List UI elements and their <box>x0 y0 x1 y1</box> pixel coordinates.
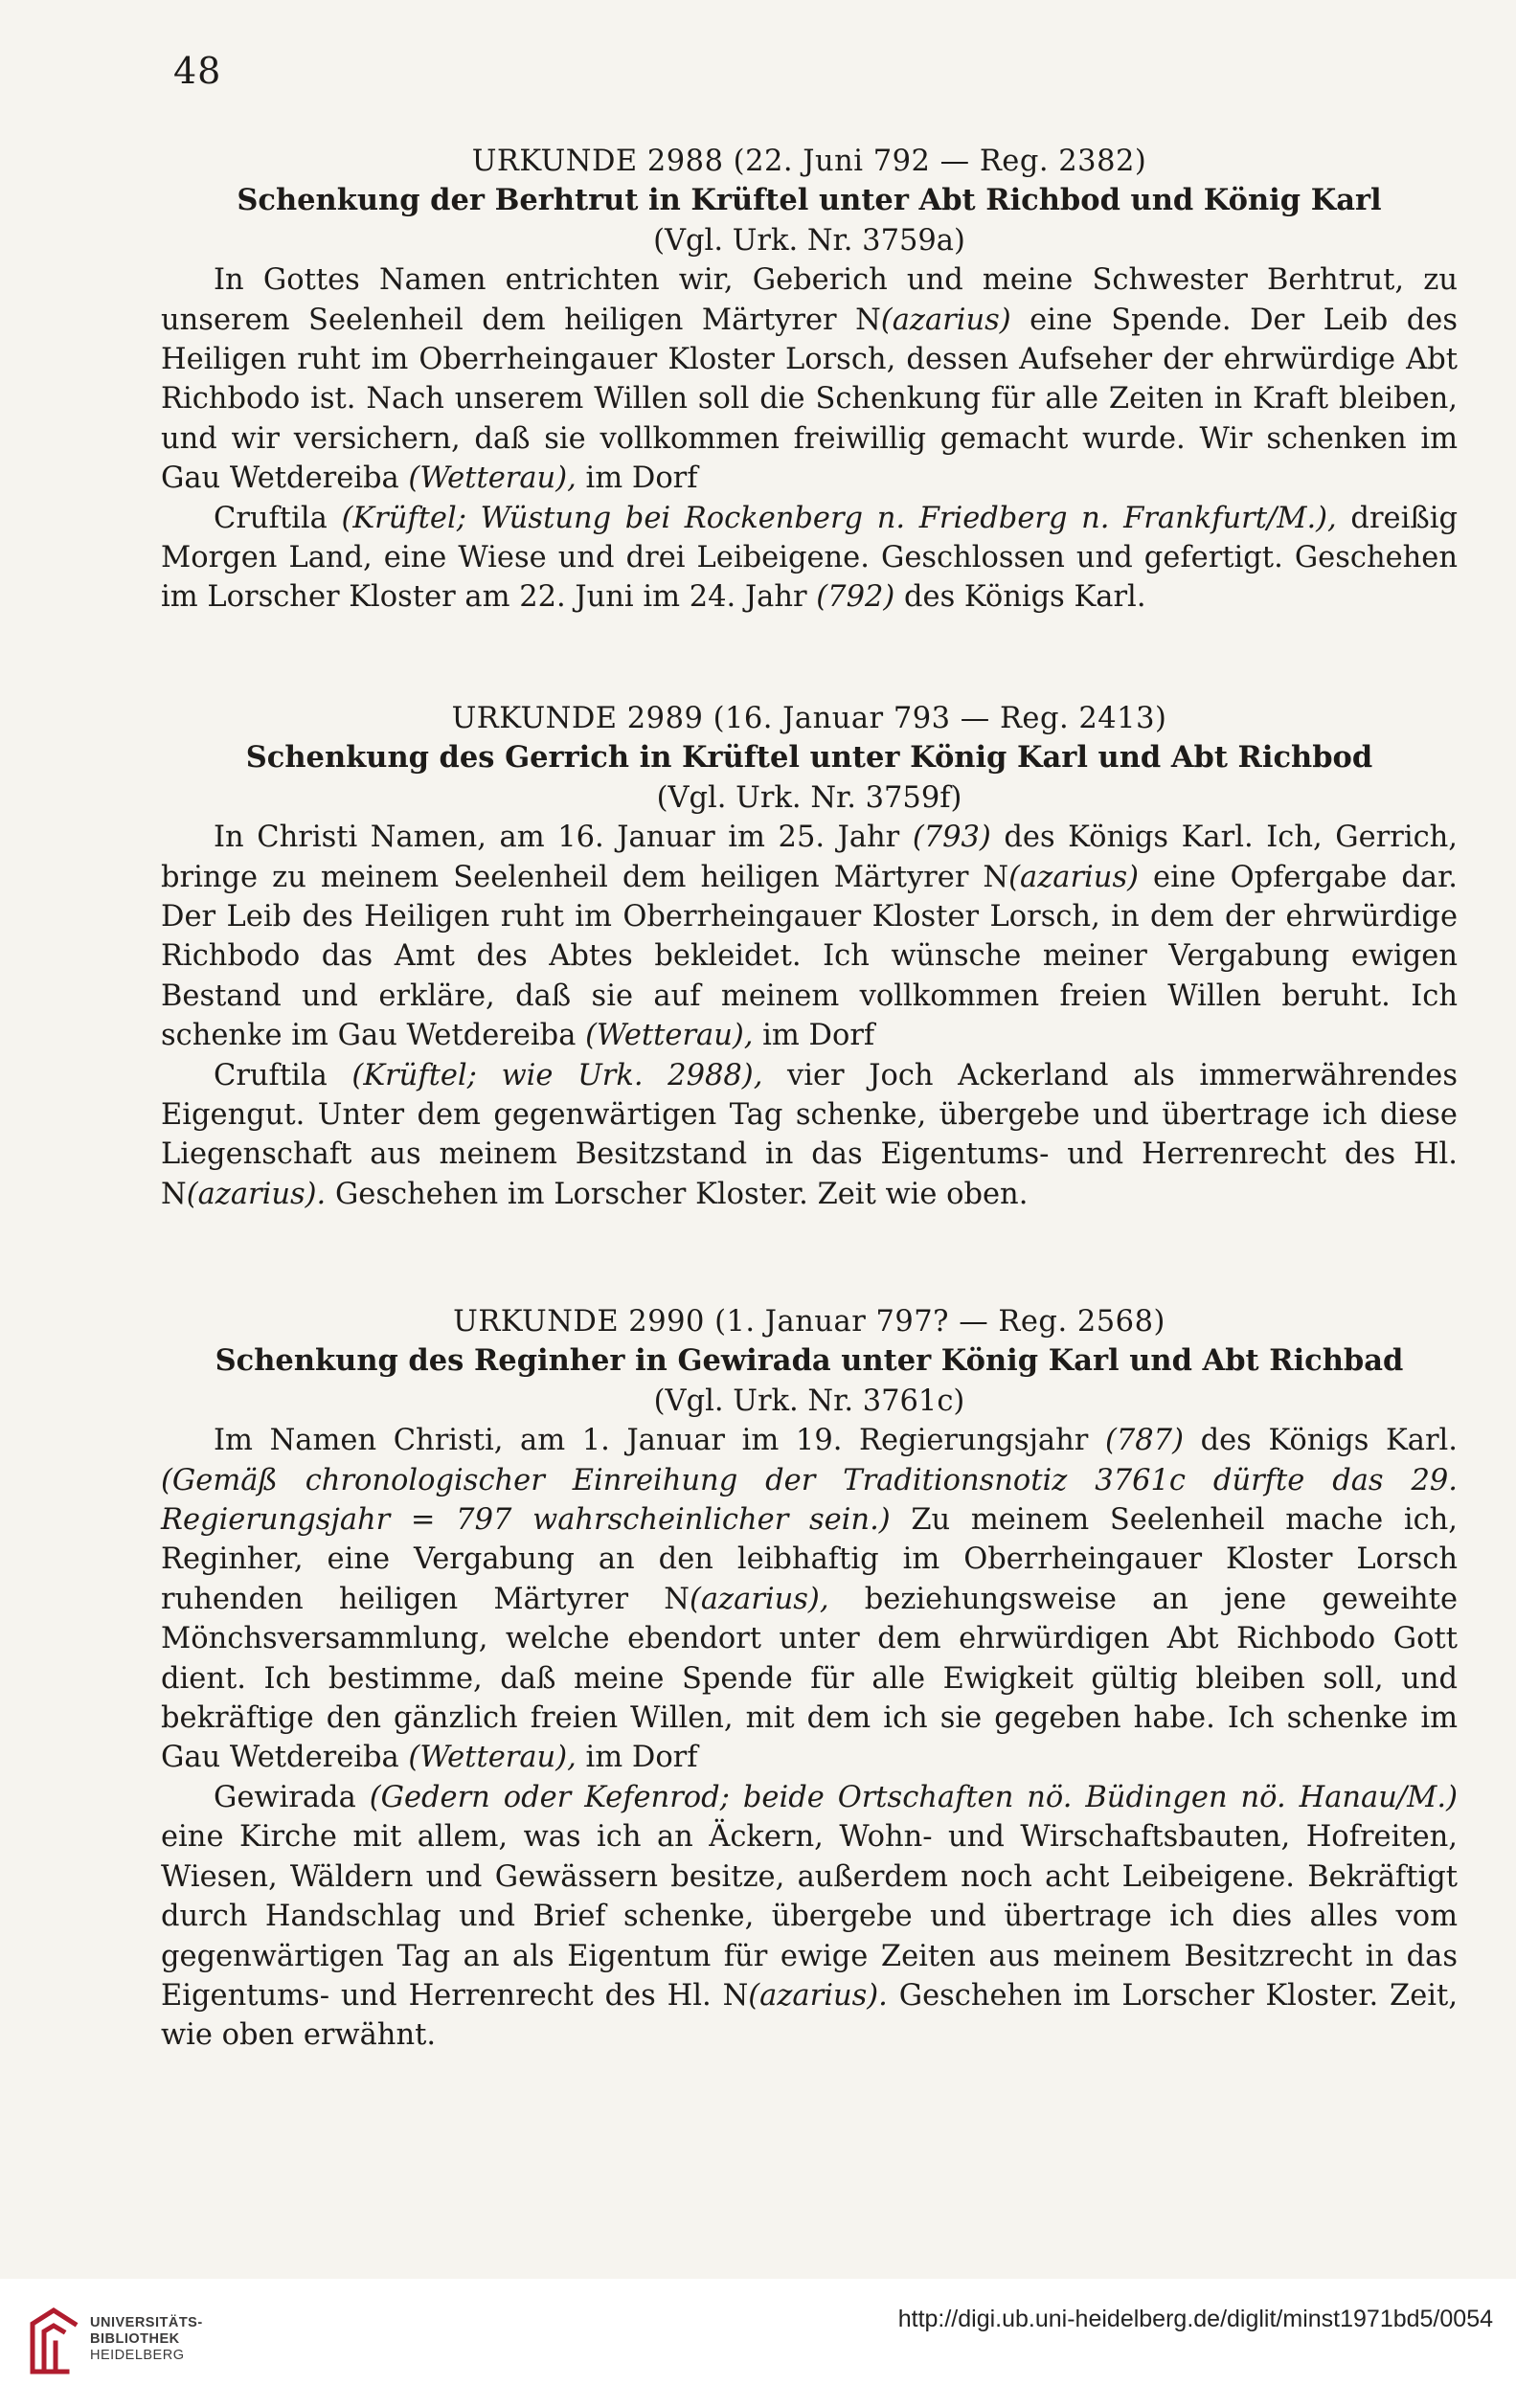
text-run: eine Spende. Der Leib des Heiligen ruht im Oberrheingauer Kloster Lorsch, dessen Aufseher der ehrwürdige Abt Richbodo ist. Nach unserem Willen soll die Schenkung für alle Zeiten in Kraft bleiben, und wir versichern, daß sie vollkommen freiwillig gemacht wurde. Wir schenken im Gau Wetdereiba <box>161 303 1458 496</box>
text-run: Geschehen im Lorscher Kloster. Zeit wie oben. <box>326 1177 1029 1211</box>
text-run: des Königs Karl. <box>894 580 1146 615</box>
italic-run: (Gemäß chronologischer Einreihung der Traditionsnotiz 3761c dürfte das 29. Regierungsjahr = 797 wahrscheinlicher sein.) <box>161 1463 1458 1538</box>
urkunde-paragraph <box>161 260 1458 498</box>
urkunde-heading: URKUNDE 2988 (22. Juni 792 — Reg. 2382) <box>471 145 1147 178</box>
text-run: Geschehen im Lorscher Kloster. Zeit, wie oben erwähnt. <box>161 1978 1459 2053</box>
italic-run: (Wetterau), <box>585 1019 754 1053</box>
text-run: dreißig Morgen Land, eine Wiese und drei Leibeigene. Geschlossen und gefertigt. Geschehen im Lorscher Kloster am 22. Juni im 24. Jahr <box>161 501 1458 615</box>
logo-line: HEIDELBERG <box>90 2348 185 2363</box>
text-run: Cruftila <box>214 1058 352 1092</box>
urkunde-paragraph <box>161 1421 1458 1778</box>
urkunde-title: Schenkung des Reginher in Gewirada unter König Karl und Abt Richbad <box>215 1343 1404 1379</box>
source-url-link[interactable]: http://digi.ub.uni-heidelberg.de/diglit/minst1971bd5/0054 <box>897 2306 1493 2332</box>
text-run: beziehungsweise an jene geweihte Mönchsversammlung, welche ebendort unter dem ehrwürdigen Abt Richbodo Gott dient. Ich bestimme, daß meine Spende für alle Ewigkeit gültig bleiben soll, und bekräftige den gänzlich freien Willen, mit dem ich sie gegeben habe. Ich schenke im Gau Wetdereiba <box>161 1582 1458 1775</box>
logo-line: UNIVERSITÄTS- <box>90 2315 203 2330</box>
text-run: im Dorf <box>576 461 698 496</box>
library-logo-text <box>90 2315 203 2364</box>
library-footer <box>0 2279 1516 2408</box>
urkunde-heading: URKUNDE 2989 (16. Januar 793 — Reg. 2413) <box>451 702 1167 735</box>
text-run: vier Joch Ackerland als immerwährendes Eigengut. Unter dem gegenwärtigen Tag schenke, übergebe und übertrage ich diese Liegenschaft aus meinem Besitzstand in das Eigentums- und Herrenrecht des Hl. N <box>161 1058 1458 1211</box>
text-run: In Christi Namen, am 16. Januar im 25. Jahr <box>214 821 913 855</box>
urkunde-2990 <box>161 1302 1458 2056</box>
urkunde-reference: (Vgl. Urk. Nr. 3761c) <box>653 1384 965 1418</box>
text-run: Gewirada <box>214 1780 370 1814</box>
text-run: Cruftila <box>214 501 342 535</box>
page-number: 48 <box>173 50 222 92</box>
italic-run: (azarius). <box>186 1177 327 1211</box>
italic-run: (Wetterau), <box>408 1741 577 1775</box>
urkunde-paragraph <box>161 1778 1458 2056</box>
italic-run: (787) <box>1104 1424 1184 1458</box>
text-run: des Königs Karl. Ich, Gerrich, bringe zu meinem Seelenheil dem heiligen Märtyrer N <box>161 821 1458 894</box>
italic-run: (Krüftel; Wüstung bei Rockenberg n. Friedberg n. Frankfurt/M.), <box>341 501 1337 535</box>
urkunde-reference: (Vgl. Urk. Nr. 3759f) <box>656 780 962 815</box>
text-run: Im Namen Christi, am 1. Januar im 19. Regierungsjahr <box>214 1424 1105 1458</box>
italic-run: (Krüftel; wie Urk. 2988), <box>351 1058 763 1092</box>
italic-run: (azarius), <box>689 1582 829 1616</box>
urkunde-paragraph <box>161 1056 1458 1215</box>
text-run: In Gottes Namen entrichten wir, Geberich und meine Schwester Berhtrut, zu unserem Seelenheil dem heiligen Märtyrer N <box>161 263 1458 337</box>
italic-run: (793) <box>912 821 991 855</box>
urkunde-paragraph <box>161 818 1458 1055</box>
text-run: Zu meinem Seelenheil mache ich, Reginher, eine Vergabung an den leibhaftig im Oberrheingauer Kloster Lorsch ruhenden heiligen Märtyrer N <box>161 1503 1458 1616</box>
urkunde-2988 <box>161 142 1458 618</box>
italic-run: (azarius). <box>748 1978 888 2013</box>
text-run: eine Kirche mit allem, was ich an Äckern, Wohn- und Wirschaftsbauten, Hofreiten, Wiesen, Wäldern und Gewässern besitze, außerdem noch acht Leibeigene. Bekräftigt durch Handschlag und Brief schenke, übergebe und übertrage ich dies alles vom gegenwärtigen Tag an als Eigentum für ewige Zeiten aus meinem Besitzrecht in das Eigentums- und Herrenrecht des Hl. N <box>161 1820 1458 2013</box>
text-run: des Königs Karl. <box>1183 1424 1459 1458</box>
italic-run: (792) <box>816 580 895 615</box>
urkunde-title: Schenkung der Berhtrut in Krüftel unter Abt Richbod und König Karl <box>237 183 1382 218</box>
library-logo-icon <box>25 2305 82 2377</box>
text-run: im Dorf <box>753 1019 875 1053</box>
text-run: eine Opfergabe dar. Der Leib des Heiligen ruht im Oberrheingauer Kloster Lorsch, in dem der ehrwürdige Richbodo das Amt des Abtes bekleidet. Ich wünsche meiner Vergabung ewigen Bestand und erkläre, daß sie auf meinem vollkommen freien Willen beruht. Ich schenke im Gau Wetdereiba <box>161 860 1458 1053</box>
urkunde-paragraph <box>161 499 1458 618</box>
urkunde-reference: (Vgl. Urk. Nr. 3759a) <box>653 223 965 258</box>
italic-run: (Wetterau), <box>408 461 577 496</box>
italic-run: (azarius) <box>880 303 1011 337</box>
urkunde-heading: URKUNDE 2990 (1. Januar 797? — Reg. 2568) <box>453 1305 1165 1339</box>
text-run: im Dorf <box>576 1741 698 1775</box>
italic-run: (azarius) <box>1008 860 1139 894</box>
logo-line: BIBLIOTHEK <box>90 2331 180 2347</box>
urkunde-2989 <box>161 699 1458 1214</box>
urkunde-title: Schenkung des Gerrich in Krüftel unter König Karl und Abt Richbod <box>245 740 1373 776</box>
italic-run: (Gedern oder Kefenrod; beide Ortschaften nö. Büdingen nö. Hanau/M.) <box>369 1780 1458 1814</box>
